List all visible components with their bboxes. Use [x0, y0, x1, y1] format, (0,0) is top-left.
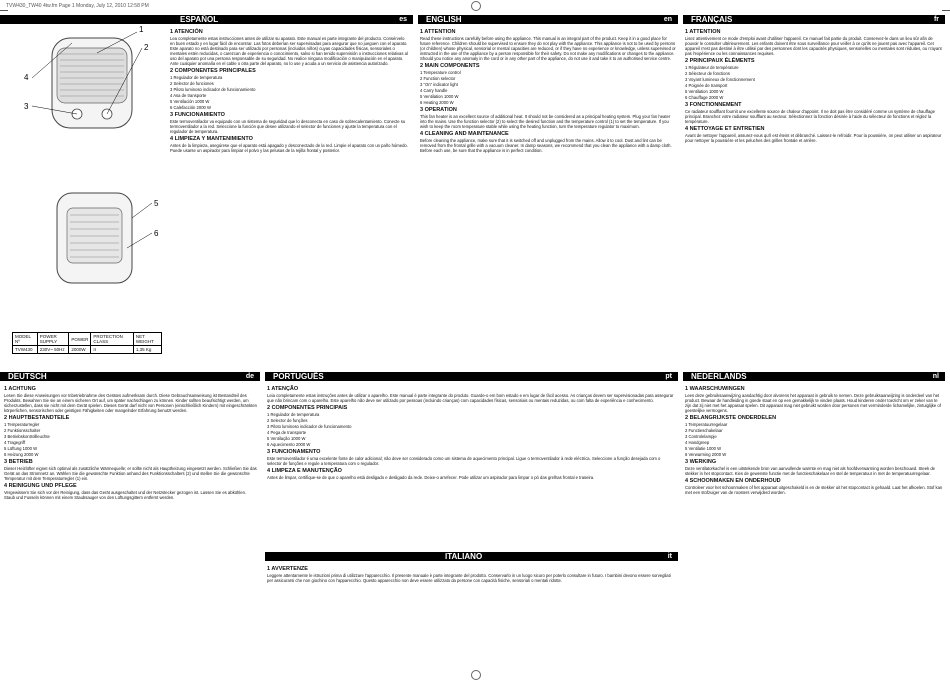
registration-mark: [471, 1, 481, 11]
component-item: 2 Sélecteur de fonctions: [685, 71, 730, 76]
language-code: nl: [932, 373, 939, 380]
section-heading: 3 BETRIEB: [4, 459, 33, 465]
text-column-es: [170, 27, 410, 357]
component-item: 2 Functieschakelaar: [685, 428, 723, 433]
section-heading: 4 LIMPEZA E MANUTENÇÃO: [267, 468, 342, 474]
language-band-nl: [683, 372, 945, 381]
component-item: 1 Regulador de temperatura: [170, 75, 223, 80]
component-item: 5 Ventilación 1000 W: [170, 99, 210, 104]
component-item: 1 Temperature control: [420, 70, 461, 75]
spec-table: [12, 332, 162, 354]
section-text: Este termoventilador va equipado con un sistema de seguridad que lo desconecta en caso de sobrecalentamiento. Conecte su termoventilador a la red. Seleccione la función que desee utilizando el selector de funciones y ajuste la temperatura con el regulador de temperatura.: [170, 119, 406, 134]
language-name: ESPAÑOL: [180, 15, 219, 24]
spec-cell: 1,35 Kg: [133, 346, 161, 354]
section-heading: 3 FUNCIONAMENTO: [267, 449, 321, 455]
crop-mark-top-right: [942, 10, 950, 11]
language-code: en: [663, 16, 672, 23]
language-name: NEDERLANDS: [691, 372, 747, 381]
callout-1: 1: [139, 25, 144, 34]
language-code: es: [399, 16, 407, 23]
section-text: Leggere attentamente le istruzioni prima di utilizzare l'apparecchio. Il presente manuale è parte integrante del prodotto. Conservarlo in un luogo sicuro per poterlo consultare in futuro. I bambini devono essere sorvegliati per assicurarsi che non giochino con l'apparecchio. Questo apparecchio non deve essere utilizzato da persone con capacità fisiche, sensoriali o mentali ridotte.: [267, 573, 671, 583]
section-text: Vergewissern Sie sich vor der Reinigung, dass das Gerät ausgeschaltet und der Netzstecker gezogen ist. Lassen Sie es abkühlen. Staub und Fusseln können mit einem Staubsauger von den Lüftungsgittern entfernt werden.: [4, 490, 247, 500]
section-heading: 3 OPERATION: [420, 107, 457, 113]
component-item: 6 Calefacción 2000 W: [170, 105, 211, 110]
spec-cell: TVW430: [13, 346, 38, 354]
page-header-line: TVW430_TW40 4tw.fm Page 1 Monday, July 12, 2010 12:58 PM: [6, 3, 149, 9]
section-text: This fan heater is an excellent source of additional heat. It should not be considered as a principal heating system. Plug your fan heater into the mains. Use the function selector (2) to select the desired function and the temperature control (1) to set the temperature. If you wish to keep the room temperature stable while using the heating function, turn the temperature regulator to maximum.: [420, 114, 671, 129]
section-text: Before cleaning the appliance, make sure that it is switched off and unplugged from the mains. Allow it to cool. Dust and lint can be removed from the frontal grille with a vacuum cleaner. In damp seasons, we recommend that you clean the appliance with a damp cloth. Before each use, be sure that the appliance is in perfect condition.: [420, 138, 672, 153]
spec-cell: 2000W: [69, 346, 91, 354]
component-item: 5 Lüftung 1000 W: [4, 446, 38, 451]
component-item: 1 Temperaturregler: [4, 422, 40, 427]
section-text: Este termoventilador é uma excelente fonte de calor adicional; não deve ser considerado como um sistema de aquecimento principal. Ligue o termoventilador à rede eléctrica. Seleccione a função desejada com o selector de funções e regule a temperatura com o regulador.: [267, 456, 661, 466]
spec-head-cell: POWER SUPPLY: [37, 333, 69, 346]
component-item: 3 Piloto luminoso indicador de funcionamento: [267, 424, 352, 429]
section-heading: 4 LIMPIEZA Y MANTENIMIENTO: [170, 136, 253, 142]
section-heading: 1 ATTENTION: [685, 29, 721, 35]
language-code: fr: [933, 16, 939, 23]
spec-table-row: [13, 346, 162, 354]
callout-3: 3: [24, 102, 29, 111]
language-name: DEUTSCH: [8, 372, 47, 381]
spec-table-head: [13, 333, 162, 346]
component-item: 4 Tragegriff: [4, 440, 26, 445]
section-text: Lisez attentivement ce mode d'emploi avant d'utiliser l'appareil. Ce manuel fait partie du produit. Conservez-le dans un lieu sûr afin de pouvoir le consulter ultérieurement. Les enfants doivent être sous surveillance pour veiller à ce qu'ils ne jouent pas avec l'appareil. Cet appareil n'est pas destiné à être utilisé par des personnes dont les capacités physiques, sensorielles ou mentales sont réduites, ou n'ayant pas l'expérience ou les connaissances requises.: [685, 36, 942, 56]
section-text: Deze ventilatorkachel is een uitstekende bron van aanvullende warmte en mag niet als hoofdverwarming worden beschouwd. Steek de stekker in het stopcontact. Kies de gewenste functie met de functieschakelaar en stel de temperatuur in met de temperatuurregelaar.: [685, 466, 936, 476]
section-heading: 1 WAARSCHUWINGEN: [685, 386, 745, 392]
component-item: 2 Selector de funciones: [170, 81, 214, 86]
language-code: pt: [665, 373, 672, 380]
section-heading: 1 AVVERTENZE: [267, 566, 308, 572]
callout-2: 2: [144, 43, 149, 52]
language-band-de: [0, 372, 260, 381]
callout-6: 6: [154, 229, 159, 238]
section-text: Lea completamente estas instrucciones antes de utilizar su aparato. Este manual es parte integrante del producto. Consérvelo en buen estado y en lugar fácil de encontrar. Las fotos deberían ser supervisadas para asegurar que no jueguen con el aparato. Este aparato no está destinado para ser utilizado por personas (incluidos niños) cuyas capacidades físicas, sensoriales o mentales estén reducidas, o carezcan de experiencia o conocimiento, salvo si han tenido supervisión o instrucciones relativas al uso del aparato por una persona responsable de su seguridad. No realice ninguna modificación o manipulación en el aparato. Ante cualquier anomalía en el cable o otra parte del aparato, no lo use y acuda a un servicio de asistencia autorizado.: [170, 36, 408, 66]
section-text: Dieser Heizlüfter eignet sich optimal als zusätzliche Wärmequelle; er sollte nicht als Hauptheizung eingesetzt werden. Schließen Sie das Gerät an das Stromnetz an. Wählen Sie die gewünschte Funktion anhand des Funktionsschalters (2) und stellen Sie die gewünschte Temperatur mit dem Temperaturregler (1) ein.: [4, 466, 257, 481]
component-item: 3 Betriebskontrollleuchte: [4, 434, 50, 439]
component-item: 1 Temperatuurregelaar: [685, 422, 728, 427]
section-heading: 1 ACHTUNG: [4, 386, 36, 392]
section-heading: 2 PRINCIPAUX ÉLÉMENTS: [685, 58, 755, 64]
component-item: 5 Ventilação 1000 W: [267, 436, 306, 441]
text-column-it: [267, 564, 675, 674]
component-item: 3 "On" indicator light: [420, 82, 458, 87]
component-item: 6 Heizung 2000 W: [4, 452, 39, 457]
component-item: 2 Selector de funções: [267, 418, 308, 423]
component-item: 4 Pega de transporte: [267, 430, 307, 435]
section-heading: 4 NETTOYAGE ET ENTRETIEN: [685, 126, 765, 132]
component-item: 5 Ventilation 1000 W: [420, 94, 459, 99]
heater-illustration: [12, 18, 162, 318]
callout-4: 4: [24, 73, 29, 82]
language-band-pt: [265, 372, 678, 381]
spec-head-cell: MODEL Nº: [13, 333, 38, 346]
component-item: 3 Piloto luminoso indicador de funcionamiento: [170, 87, 256, 92]
language-code: it: [667, 553, 672, 560]
section-heading: 2 MAIN COMPONENTS: [420, 63, 480, 69]
section-heading: 3 WERKING: [685, 459, 717, 465]
section-heading: 3 FUNCIONAMIENTO: [170, 112, 225, 118]
section-text: Ce radiateur soufflant fournit une excellente source de chaleur d'appoint. Il ne doit pas être considéré comme un système de chauffage principal. Branchez votre radiateur soufflant au secteur. Sélectionnez la fonction désirée à l'aide du sélecteur de fonctions et réglez la température.: [685, 109, 935, 124]
heater-rear-view: [57, 193, 132, 283]
language-code: de: [245, 373, 254, 380]
component-item: 4 Handgreep: [685, 440, 710, 445]
section-text: Avant de nettoyer l'appareil, assurez-vous qu'il est éteint et débranché. Laissez-le refroidir. Pour la poussière, on peut utiliser un aspirateur pour nettoyer la poussière et les peluches des grilles frontale et arrière.: [685, 133, 942, 143]
component-item: 6 Verwarming 2000 W: [685, 452, 727, 457]
component-item: 1 Regulador de temperatura: [267, 412, 320, 417]
section-heading: 1 ATTENTION: [420, 29, 456, 35]
component-item: 6 Heating 2000 W: [420, 100, 454, 105]
spec-cell: II: [91, 346, 134, 354]
component-item: 4 Carry handle: [420, 88, 448, 93]
section-text: Lees deze gebruiksaanwijzing aandachtig door alvorens het apparaat in gebruik te nemen. Deze gebruiksaanwijzing is onderdeel van het product. Bewaar de handleiding in goede staat en op een gemakkelijk te vinden plaats. Houd kinderen onder toezicht om er zeker van te zijn dat zij niet met het apparaat spelen. Dit apparaat mag niet gebruikt worden door personen met verminderde lichamelijke, zintuiglijke of geestelijke vermogens.: [685, 393, 941, 413]
language-band-en: [418, 15, 678, 24]
crop-mark-top-left: [0, 10, 8, 11]
spec-head-cell: POWER: [69, 333, 91, 346]
section-text: Antes de la limpieza, asegúrese que el aparato está apagado y desconectado de la red. Limpie el aparato con un paño húmedo. Puede usarse un aspirador para limpiar el polvo y las pelusas de la rejilla frontal y posterior.: [170, 143, 408, 153]
section-text: Antes de limpar, certifique-se de que o aparelho está desligado e desligado da rede. Deixe-o arrefecer. Pode utilizar um aspirador para limpar o pó das grelhas frontal e traseira.: [267, 475, 595, 480]
language-name: ITALIANO: [445, 552, 483, 561]
component-item: 3 Voyant lumineux de fonctionnement: [685, 77, 755, 82]
spec-cell: 230V~ 50Hz: [37, 346, 69, 354]
section-heading: 2 COMPONENTES PRINCIPAIS: [267, 405, 348, 411]
section-text: Read these instructions carefully before using the appliance. This manual is an integral part of the product. Keep it in a good place for future reference. Children should be supervised to ensure they do not play with the appliance. This appliance is not to be used by persons (or children) whose physical, sensorial or mental capacities are reduced, or if they have no experience or knowledge, unless supervised or instructed in the use of the appliance by a person responsible for their safety. Do not make any modifications or changes to the appliance. Should you notice any anomaly in the cord or in any other part of the appliance, do not use it and take it to an authorised service centre.: [420, 36, 676, 61]
section-heading: 4 REINIGUNG UND PFLEGE: [4, 483, 77, 489]
heater-front-view: [52, 38, 132, 128]
section-text: Controleer voor het schoonmaken of het apparaat uitgeschakeld is en de stekker uit het stopcontact is gehaald. Laat het afkoelen. Stof kan met een stofzuiger van de roosters verwijderd worden.: [685, 485, 943, 495]
component-item: 1 Régulateur de température: [685, 65, 739, 70]
section-heading: 1 ATENÇÃO: [267, 386, 299, 392]
text-column-en: [420, 27, 678, 357]
section-text: Leia completamente estas instruções antes de utilizar o aparelho. Este manual é parte integrante do produto. Guarde-o em bom estado e em lugar de fácil acesso. As crianças devem ser supervisionadas para assegurar que não brincam com o aparelho. Este aparelho não deve ser utilizado por pessoas (incluindo crianças) com capacidades físicas, sensoriais ou mentais reduzidas, ou com falta de experiência e conhecimento.: [267, 393, 674, 403]
spec-head-cell: NET WEIGHT: [133, 333, 161, 346]
component-item: 6 Chauffage 2000 W: [685, 95, 724, 100]
component-item: 4 Poignée de transport: [685, 83, 728, 88]
text-column-pt: [267, 384, 675, 544]
language-name: FRANÇAIS: [691, 15, 733, 24]
component-item: 2 Funktionsschalter: [4, 428, 41, 433]
language-name: PORTUGUÊS: [273, 372, 324, 381]
section-heading: 2 COMPONENTES PRINCIPALES: [170, 68, 256, 74]
component-item: 5 Ventilation 1000 W: [685, 89, 724, 94]
spec-head-cell: PROTECTION CLASS: [91, 333, 134, 346]
section-text: Lesen Sie diese Anweisungen vor Inbetriebnahme des Gerätes aufmerksam durch. Diese Gebrauchsanweisung ist Bestandteil des Produkts. Bewahren Sie sie an einem sicheren Ort auf, um später nachschlagen zu können. Kinder sollten beaufsichtigt werden, um sicherzustellen, dass sie nicht mit dem Gerät spielen. Dieses Gerät darf nicht von Personen (einschließlich Kindern) mit eingeschränkten körperlichen, sensorischen oder geistigen Fähigkeiten oder mangelnder Erfahrung benutzt werden.: [4, 393, 257, 413]
component-item: 3 Controlelampje: [685, 434, 717, 439]
callout-5: 5: [154, 199, 159, 208]
section-heading: 2 HAUPTBESTANDTEILE: [4, 415, 70, 421]
language-band-it: [265, 552, 678, 561]
language-band-fr: [683, 15, 945, 24]
text-column-de: [4, 384, 258, 674]
component-item: 6 Aquecimento 2000 W: [267, 442, 311, 447]
component-item: 5 Ventilatie 1000 W: [685, 446, 722, 451]
component-item: 4 Asa de transporte: [170, 93, 207, 98]
component-item: 2 Function selector: [420, 76, 456, 81]
section-heading: 3 FONCTIONNEMENT: [685, 102, 742, 108]
section-heading: 4 CLEANING AND MAINTENANCE: [420, 131, 509, 137]
section-heading: 4 SCHOONMAKEN EN ONDERHOUD: [685, 478, 781, 484]
section-heading: 2 BELANGRIJKSTE ONDERDELEN: [685, 415, 777, 421]
language-name: ENGLISH: [426, 15, 462, 24]
text-column-fr: [685, 27, 943, 357]
section-heading: 1 ATENCIÓN: [170, 29, 203, 35]
text-column-nl: [685, 384, 943, 674]
